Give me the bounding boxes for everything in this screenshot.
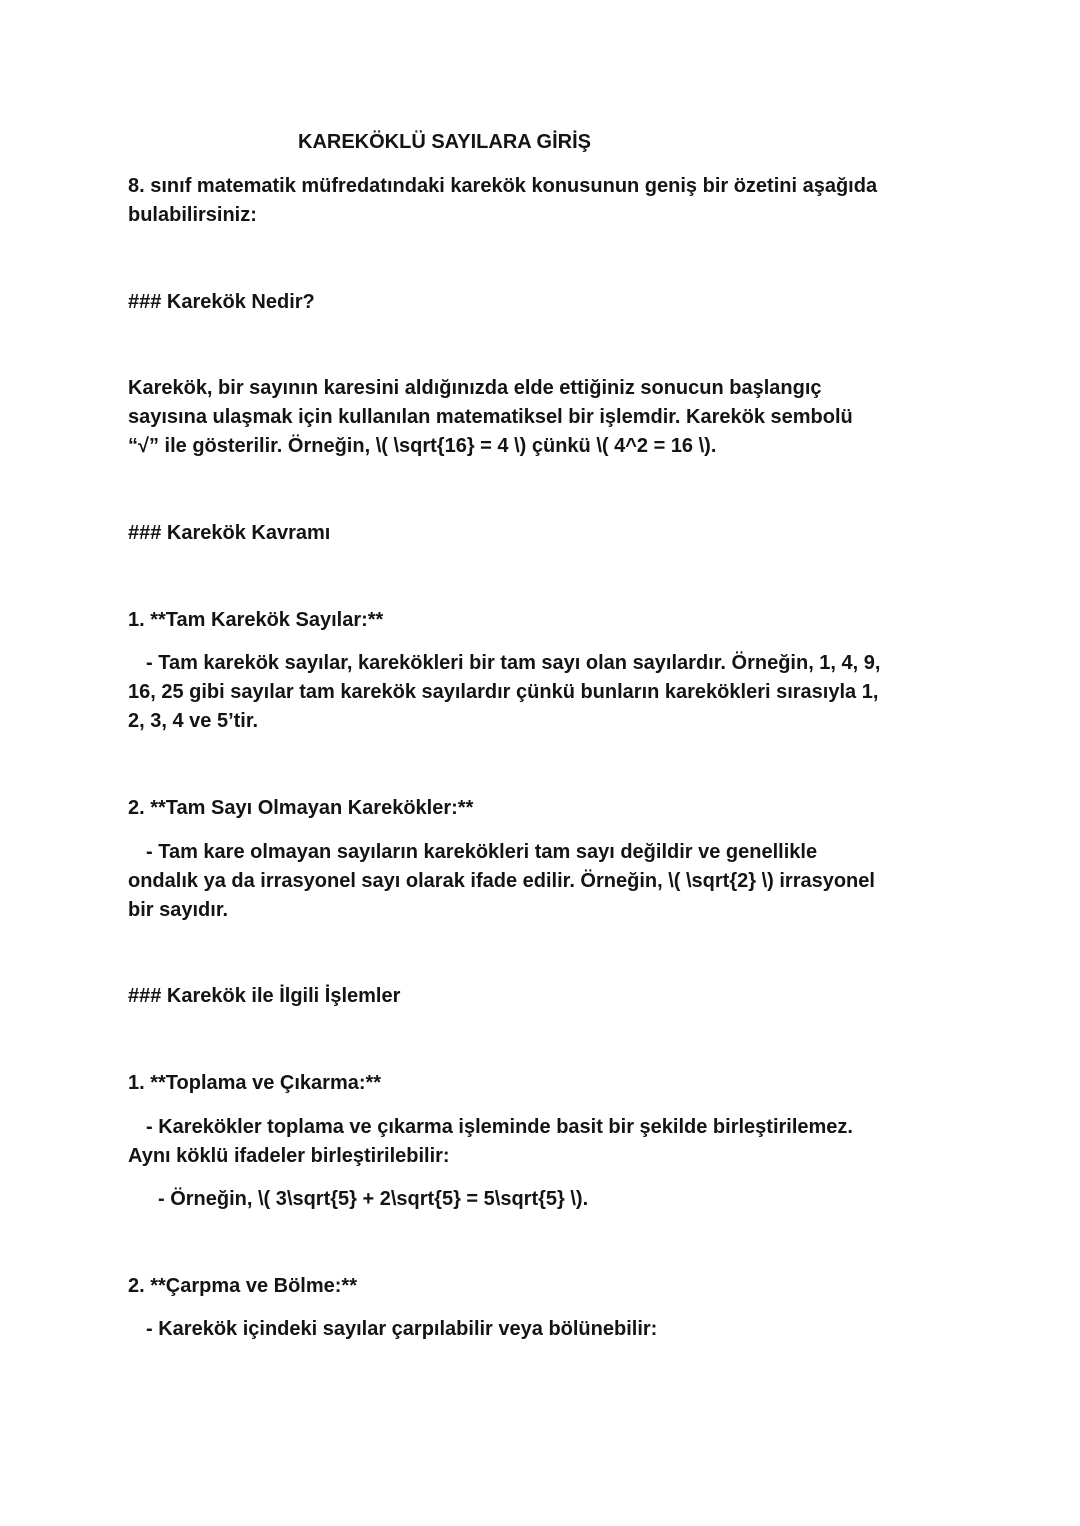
intro-line-2: bulabilirsiniz: [128,204,257,226]
section2-item1-line-3: 2, 3, 4 ve 5’tir. [128,710,259,732]
section3-item1-example: - Örneğin, \( 3\sqrt{5} + 2\sqrt{5} = 5\sqrt{5} \). [158,1188,589,1210]
section2-heading: ### Karekök Kavramı [128,522,331,544]
section2-item2-line-3: bir sayıdır. [128,899,229,921]
section1-paragraph-line-3: “√” ile gösterilir. Örneğin, \( \sqrt{16} = 4 \) çünkü \( 4^2 = 16 \). [128,435,717,457]
section3-item1-line-2: Aynı köklü ifadeler birleştirilebilir: [128,1145,450,1167]
section2-item2-title: 2. **Tam Sayı Olmayan Karekökler:** [128,797,474,819]
section3-item2-title: 2. **Çarpma ve Bölme:** [128,1275,357,1297]
section3-item1-title: 1. **Toplama ve Çıkarma:** [128,1072,382,1094]
section3-item2-line-1: - Karekök içindeki sayılar çarpılabilir veya bölünebilir: [146,1318,658,1340]
document-title: KAREKÖKLÜ SAYILARA GİRİŞ [298,131,591,153]
section2-item1-title: 1. **Tam Karekök Sayılar:** [128,609,384,631]
section1-paragraph-line-1: Karekök, bir sayının karesini aldığınızda elde ettiğiniz sonucun başlangıç [128,377,822,399]
section3-heading: ### Karekök ile İlgili İşlemler [128,985,401,1007]
section3-item1-line-1: - Karekökler toplama ve çıkarma işleminde basit bir şekilde birleştirilemez. [146,1116,853,1138]
section2-item2-line-2: ondalık ya da irrasyonel sayı olarak ifade edilir. Örneğin, \( \sqrt{2} \) irrasyonel [128,870,875,892]
section2-item2-line-1: - Tam kare olmayan sayıların karekökleri tam sayı değildir ve genellikle [146,841,818,863]
section1-paragraph-line-2: sayısına ulaşmak için kullanılan matematiksel bir işlemdir. Karekök sembolü [128,406,853,428]
section2-item1-line-1: - Tam karekök sayılar, karekökleri bir tam sayı olan sayılardır. Örneğin, 1, 4, 9, [146,652,881,674]
section1-heading: ### Karekök Nedir? [128,291,315,313]
section2-item1-line-2: 16, 25 gibi sayılar tam karekök sayılardır çünkü bunların karekökleri sırasıyla 1, [128,681,879,703]
intro-line-1: 8. sınıf matematik müfredatındaki karekök konusunun geniş bir özetini aşağıda [128,175,878,197]
